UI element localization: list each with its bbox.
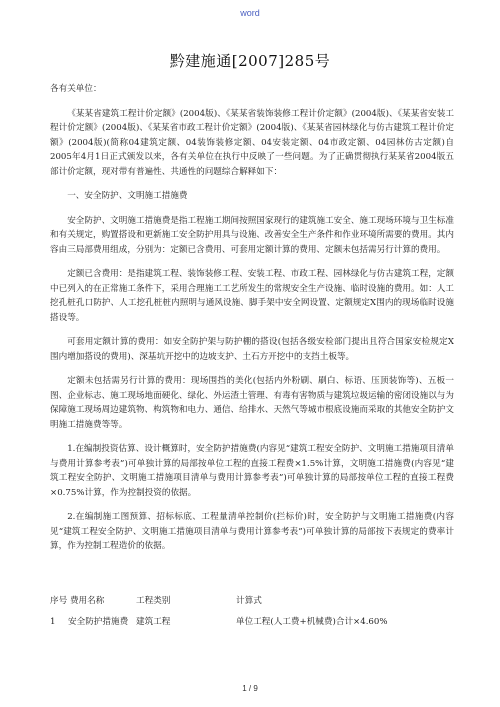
table-header-cell: 计算式 xyxy=(236,596,262,606)
paragraph: 2.在编制施工图预算、招标标底、工程量清单控制价(拦标价)时，安全防护与文明施工措施费(内容见“建筑工程安全防护、文明施工措施项目清单与费用计算参考表”)可单独计算的局部按下表规定的费率计算，作为控制工程造价的依据。 xyxy=(50,512,454,551)
table-row xyxy=(50,616,454,629)
table-cell-fee-name: 安全防护措施费 xyxy=(68,617,129,627)
paragraph: 定额已含费用：是指建筑工程、装饰装修工程、安装工程、市政工程、园林绿化与仿古建筑工程，定额中已列入的在正常施工条件下，采用合理施工工艺所发生的常规安全生产设施、临时设施的费用。如：人工挖孔桩孔口防护、人工挖孔桩桩内照明与通风设施、脚手架中安全网设置、定额规定X围内的现场临时设施搭设等。 xyxy=(50,269,454,323)
section-heading: 一、安全防护、文明施工措施费 xyxy=(67,191,188,201)
table-header-cell: 工程类别 xyxy=(136,596,171,606)
table-header-cell xyxy=(50,595,136,608)
greeting: 各有关单位： xyxy=(50,84,102,94)
fee-table xyxy=(50,595,454,629)
header-word-label: word xyxy=(240,8,260,18)
document-title: 黔建施通[2007]285号 xyxy=(169,52,331,70)
document-body xyxy=(50,82,454,564)
table-cell-serial: 1 xyxy=(50,617,56,627)
paragraph: 《某某省建筑工程计价定额》(2004版)、《某某省装饰装修工程计价定额》(2004版)、《某某省安装工程计价定额》(2004版)、《某某省市政工程计价定额》(2004版)、《某某省园林绿化与仿古建筑工程计价定额》(2004版)(简称04建筑定额、04装饰装修定额、04安装定额、04市政定额、04园林仿古定额)自2005年4月1日正式颁发以来，各有关单位在执行中反映了一些问题。为了正确贯彻执行某某省2004版五部计价定额，现对带有普遍性、共通性的问题综合解释如下： xyxy=(50,108,454,177)
paragraph: 1.在编制投资估算、设计概算时，安全防护措施费(内容见“建筑工程安全防护、文明施工措施项目清单与费用计算参考表”)可单独计算的局部按单位工程的直接工程费×1.5%计算，文明施工措施费(内容见“建筑工程安全防护、文明施工措施项目清单与费用计算参考表”)可单独计算的局部按单位工程的直接工程费×0.75%计算，作为控制投资的依据。 xyxy=(50,444,454,498)
paragraph: 安全防护、文明施工措施费是指工程施工期间按照国家现行的建筑施工安全、施工现场环境与卫生标准和有关规定，购置搭设和更新施工安全防护用具与设施、改善安全生产条件和作业环境所需要的费用。其内容由三局部费用组成，分别为：定额已含费用、可套用定额计算的费用、定额未包括需另行计算的费用。 xyxy=(50,215,454,255)
table-cell-formula: 单位工程(人工费+机械费)合计×4.60% xyxy=(236,617,388,627)
table-cell-category: 建筑工程 xyxy=(136,617,171,627)
header-serial: 序号 xyxy=(50,596,68,606)
paragraph: 可套用定额计算的费用：如安全防护架与防护棚的搭设(包括各级安检部门提出且符合国家安检规定X围内增加搭设的费用)、深基坑开挖中的边坡支护、土石方开挖中的支挡土板等。 xyxy=(50,337,454,362)
table-header-row xyxy=(50,595,454,608)
paragraph: 定额未包括需另行计算的费用：现场围挡的美化(包括内外粉刷、刷白、标语、压顶装饰等)、五板一图、企业标志、施工现场地面硬化、绿化、外运渣土管理、有毒有害物质与建筑垃圾运输的密闭设施以与为保障施工现场周边建筑物、构筑物和电力、通信、给排水、天然气等城市根底设施而采取的其他安全防护文明施工措施费等等。 xyxy=(50,376,454,430)
page-number: 1 / 9 xyxy=(242,684,258,693)
header-fee-name: 费用名称 xyxy=(69,596,105,606)
